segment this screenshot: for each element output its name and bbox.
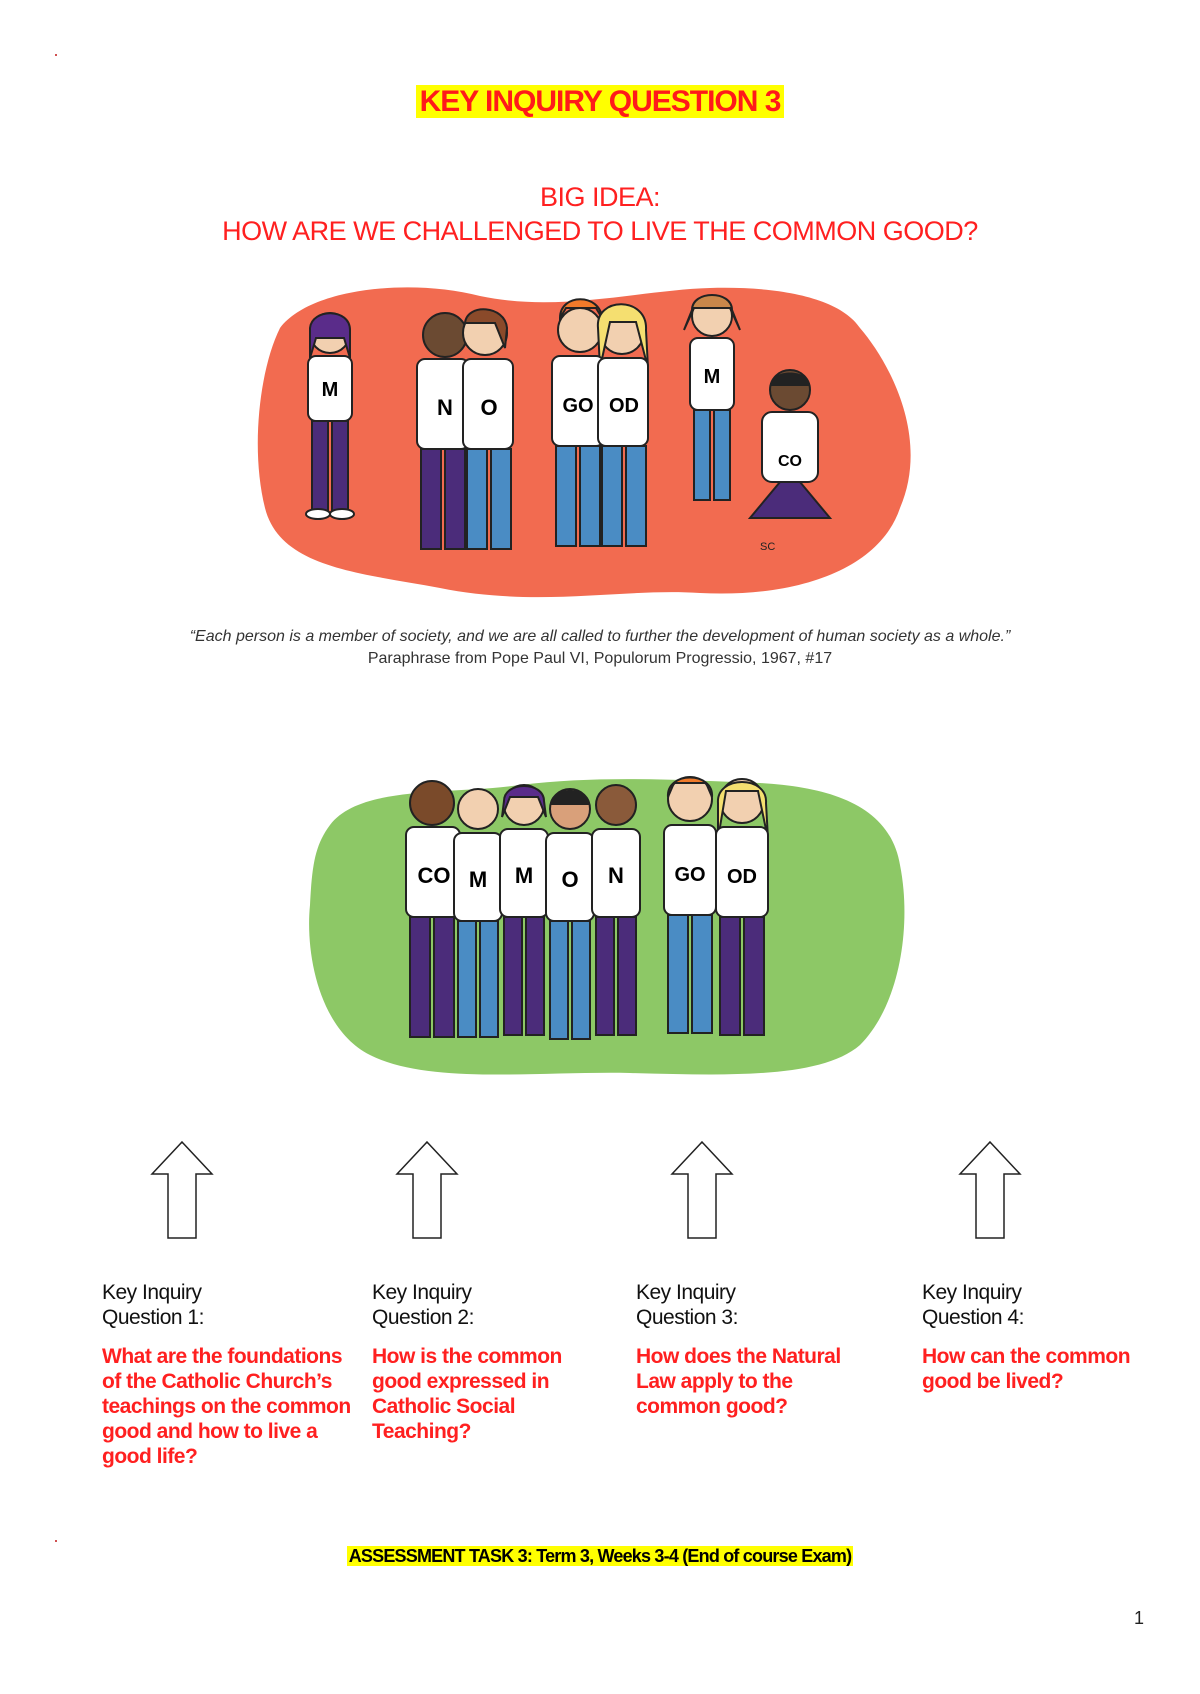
stray-mark [55, 1540, 57, 1542]
stray-mark [55, 54, 57, 56]
shirt-letter: N [608, 863, 624, 888]
kiq-question: How can the common good be lived? [922, 1345, 1131, 1393]
artist-signature: SC [760, 541, 776, 553]
shirt-letter: CO [417, 863, 451, 888]
arguing-pair-left [417, 309, 513, 549]
quote-text: “Each person is a member of society, and we are all called to further the development of human society as a whole.” [189, 628, 1011, 645]
shirt-letter: OD [609, 395, 639, 417]
page-title: KEY INQUIRY QUESTION 3 [416, 85, 785, 118]
assessment-task: ASSESSMENT TASK 3: Term 3, Weeks 3-4 (End of course Exam) [348, 1546, 852, 1566]
kiq-label: Key Inquiry [922, 1281, 1022, 1304]
kiq-question: How does the Natural Law apply to the common good? [636, 1345, 841, 1418]
shirt-letter: GO [674, 864, 706, 886]
shirt-letter: O [480, 395, 498, 420]
shirt-letter: CO [778, 453, 802, 470]
shirt-letter: M [703, 366, 721, 388]
kiq-label: Question 3: [636, 1306, 738, 1329]
illustration-united-group [300, 755, 920, 1095]
shirt-letter: M [321, 379, 339, 401]
assessment-row [0, 1546, 1200, 1567]
big-idea-question: HOW ARE WE CHALLENGED TO LIVE THE COMMON GOOD? [222, 216, 978, 246]
illustration-divided-group [240, 268, 960, 613]
up-arrow-icon [670, 1140, 734, 1240]
up-arrow-icon [958, 1140, 1022, 1240]
up-arrow-icon [395, 1140, 459, 1240]
kiq-label: Question 1: [102, 1306, 204, 1329]
page-title-row [0, 85, 1200, 119]
shirt-letter: N [437, 395, 453, 420]
kiq-question: How is the common good expressed in Catholic Social Teaching? [372, 1345, 562, 1443]
key-inquiry-question-4 [922, 1280, 1137, 1394]
kiq-label: Question 4: [922, 1306, 1024, 1329]
shirt-letter: O [561, 867, 579, 892]
arguing-pair-right [552, 299, 648, 546]
kiq-label: Key Inquiry [102, 1281, 202, 1304]
key-inquiry-question-2 [372, 1280, 604, 1444]
shirt-letter: OD [727, 866, 757, 888]
big-idea [0, 180, 1200, 248]
kiq-question: What are the foundations of the Catholic Church’s teachings on the common good and how to live a good life? [102, 1345, 351, 1468]
kiq-label: Key Inquiry [372, 1281, 472, 1304]
kiq-label: Key Inquiry [636, 1281, 736, 1304]
big-idea-label: BIG IDEA: [539, 182, 661, 212]
shirt-letter: M [514, 863, 534, 888]
shirt-letter: M [468, 867, 488, 892]
quote-attribution: Paraphrase from Pope Paul VI, Populorum Progressio, 1967, #17 [367, 650, 833, 667]
key-inquiry-question-3 [636, 1280, 856, 1419]
shirt-letter: GO [562, 395, 594, 417]
up-arrow-icon [150, 1140, 214, 1240]
kiq-label: Question 2: [372, 1306, 474, 1329]
page-number: 1 [1133, 1608, 1144, 1628]
key-inquiry-question-1 [102, 1280, 362, 1469]
